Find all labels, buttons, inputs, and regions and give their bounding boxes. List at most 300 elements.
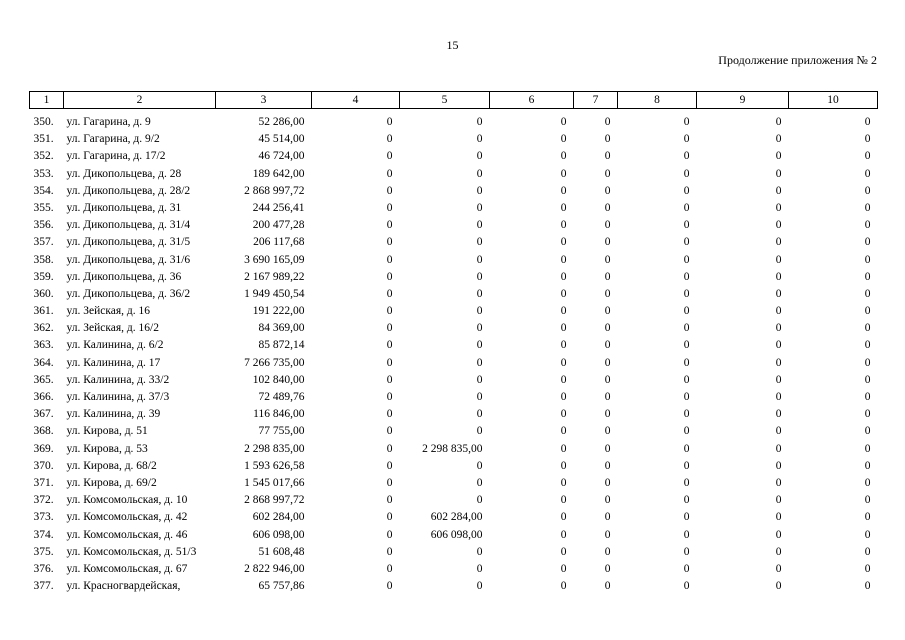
value-cell-col-4: 0 [386, 287, 393, 300]
value-cell-col-5: 0 [476, 253, 483, 266]
table-row [30, 391, 878, 408]
value-cell-col-6: 0 [560, 476, 567, 489]
address-cell: ул. Комсомольская, д. 42 [66, 511, 188, 524]
value-cell-col-7: 0 [604, 305, 611, 318]
value-cell-col-5: 0 [476, 373, 483, 386]
value-cell-col-8: 0 [683, 236, 690, 249]
value-cell-col-4: 0 [386, 476, 393, 489]
value-cell-col-3: 189 642,00 [252, 167, 305, 180]
table-row [30, 133, 878, 150]
address-cell: ул. Дикопольцева, д. 31/4 [66, 219, 191, 232]
value-cell-col-3: 52 286,00 [258, 116, 305, 128]
value-cell-col-7: 0 [604, 150, 611, 163]
address-cell: ул. Красногвардейская, [66, 580, 181, 593]
value-cell-col-10: 0 [864, 287, 871, 300]
value-cell-col-9: 0 [775, 167, 782, 180]
table-row [30, 511, 878, 528]
address-cell: ул. Дикопольцева, д. 31 [66, 201, 182, 214]
value-cell-col-5: 0 [476, 305, 483, 318]
row-number: 366. [33, 391, 54, 403]
value-cell-col-4: 0 [386, 545, 393, 558]
address-cell: ул. Дикопольцева, д. 28/2 [66, 184, 191, 197]
value-cell-col-10: 0 [864, 184, 871, 197]
value-cell-col-8: 0 [683, 305, 690, 318]
address-cell: ул. Комсомольская, д. 46 [66, 528, 188, 541]
value-cell-col-7: 0 [604, 287, 611, 300]
value-cell-col-4: 0 [386, 339, 393, 352]
value-cell-col-6: 0 [560, 219, 567, 232]
row-number: 360. [33, 287, 54, 300]
value-cell-col-7: 0 [604, 459, 611, 472]
value-cell-col-10: 0 [864, 322, 871, 335]
value-cell-col-4: 0 [386, 167, 393, 180]
row-number: 357. [33, 236, 54, 249]
value-cell-col-6: 0 [560, 459, 567, 472]
value-cell-col-10: 0 [864, 528, 871, 541]
value-cell-col-4: 0 [386, 528, 393, 541]
value-cell-col-4: 0 [386, 184, 393, 197]
value-cell-col-7: 0 [604, 167, 611, 180]
value-cell-col-5: 0 [476, 150, 483, 163]
table-body [30, 109, 878, 598]
row-number: 376. [33, 562, 54, 575]
value-cell-col-3: 1 593 626,58 [244, 459, 305, 472]
value-cell-col-7: 0 [604, 356, 611, 369]
value-cell-col-5: 0 [476, 408, 483, 421]
value-cell-col-4: 0 [386, 219, 393, 232]
value-cell-col-3: 2 298 835,00 [244, 442, 305, 455]
row-number: 374. [33, 528, 54, 541]
value-cell-col-8: 0 [683, 150, 690, 163]
value-cell-col-6: 0 [560, 339, 567, 352]
value-cell-col-8: 0 [683, 219, 690, 232]
value-cell-col-6: 0 [560, 545, 567, 558]
value-cell-col-10: 0 [864, 356, 871, 369]
value-cell-col-7: 0 [604, 339, 611, 352]
row-number: 350. [33, 116, 54, 128]
value-cell-col-4: 0 [386, 322, 393, 335]
value-cell-col-3: 45 514,00 [258, 133, 305, 146]
value-cell-col-6: 0 [560, 580, 567, 593]
value-cell-col-9: 0 [775, 408, 782, 421]
address-cell: ул. Калинина, д. 6/2 [66, 339, 164, 352]
value-cell-col-4: 0 [386, 116, 393, 128]
value-cell-col-6: 0 [560, 270, 567, 283]
value-cell-col-8: 0 [683, 408, 690, 421]
value-cell-col-10: 0 [864, 391, 871, 403]
table-row [30, 185, 878, 202]
value-cell-col-4: 0 [386, 270, 393, 283]
value-cell-col-3: 116 846,00 [253, 408, 305, 421]
value-cell-col-5: 0 [476, 236, 483, 249]
value-cell-col-8: 0 [683, 425, 690, 438]
address-cell: ул. Зейская, д. 16 [66, 305, 151, 318]
value-cell-col-3: 1 545 017,66 [244, 476, 305, 489]
address-cell: ул. Дикопольцева, д. 31/6 [66, 253, 191, 266]
value-cell-col-5: 0 [476, 287, 483, 300]
address-cell: ул. Комсомольская, д. 10 [66, 494, 188, 507]
value-cell-col-5: 0 [476, 167, 483, 180]
value-cell-col-10: 0 [864, 580, 871, 593]
value-cell-col-8: 0 [683, 476, 690, 489]
value-cell-col-10: 0 [864, 425, 871, 438]
address-cell: ул. Калинина, д. 17 [66, 356, 161, 369]
value-cell-col-8: 0 [683, 184, 690, 197]
value-cell-col-8: 0 [683, 339, 690, 352]
value-cell-col-7: 0 [604, 201, 611, 214]
value-cell-col-6: 0 [560, 322, 567, 335]
value-cell-col-3: 51 608,48 [258, 545, 305, 558]
table-row [30, 150, 878, 167]
value-cell-col-7: 0 [604, 425, 611, 438]
value-cell-col-3: 3 690 165,09 [244, 253, 305, 266]
value-cell-col-6: 0 [560, 528, 567, 541]
value-cell-col-6: 0 [560, 305, 567, 318]
value-cell-col-10: 0 [864, 545, 871, 558]
value-cell-col-8: 0 [683, 494, 690, 507]
address-cell: ул. Кирова, д. 68/2 [66, 459, 157, 472]
table-row [30, 529, 878, 546]
value-cell-col-3: 200 477,28 [252, 219, 305, 232]
address-cell: ул. Дикопольцева, д. 31/5 [66, 236, 191, 249]
value-cell-col-9: 0 [775, 305, 782, 318]
value-cell-col-10: 0 [864, 253, 871, 266]
page-number: 15 [446, 38, 459, 52]
table-row [30, 236, 878, 253]
value-cell-col-8: 0 [683, 528, 690, 541]
value-cell-col-4: 0 [386, 305, 393, 318]
value-cell-col-5: 0 [476, 459, 483, 472]
value-cell-col-10: 0 [864, 236, 871, 249]
value-cell-col-7: 0 [604, 270, 611, 283]
value-cell-col-9: 0 [775, 270, 782, 283]
value-cell-col-7: 0 [604, 236, 611, 249]
table-row [30, 580, 878, 597]
value-cell-col-7: 0 [604, 391, 611, 403]
table-header [30, 92, 878, 109]
value-cell-col-8: 0 [683, 442, 690, 455]
value-cell-col-4: 0 [386, 562, 393, 575]
col-header-7: 7 [574, 92, 618, 109]
row-number: 352. [33, 150, 54, 163]
value-cell-col-5: 0 [476, 116, 483, 128]
value-cell-col-3: 46 724,00 [258, 150, 305, 163]
value-cell-col-3: 2 868 997,72 [244, 184, 305, 197]
value-cell-col-8: 0 [683, 391, 690, 403]
value-cell-col-10: 0 [864, 373, 871, 386]
value-cell-col-7: 0 [604, 442, 611, 455]
value-cell-col-4: 0 [386, 236, 393, 249]
value-cell-col-9: 0 [775, 425, 782, 438]
table-row [30, 288, 878, 305]
value-cell-col-9: 0 [775, 442, 782, 455]
value-cell-col-6: 0 [560, 425, 567, 438]
col-header-6: 6 [490, 92, 574, 109]
value-cell-col-9: 0 [775, 545, 782, 558]
table-row [30, 494, 878, 511]
value-cell-col-5: 0 [476, 545, 483, 558]
value-cell-col-9: 0 [775, 219, 782, 232]
table-row [30, 305, 878, 322]
row-number: 355. [33, 201, 54, 214]
table-row [30, 254, 878, 271]
value-cell-col-8: 0 [683, 373, 690, 386]
value-cell-col-5: 0 [476, 219, 483, 232]
value-cell-col-7: 0 [604, 528, 611, 541]
value-cell-col-8: 0 [683, 562, 690, 575]
col-header-4: 4 [312, 92, 400, 109]
address-cell: ул. Комсомольская, д. 67 [66, 562, 188, 575]
value-cell-col-10: 0 [864, 167, 871, 180]
table-row [30, 546, 878, 563]
value-cell-col-3: 65 757,86 [258, 580, 305, 593]
value-cell-col-9: 0 [775, 339, 782, 352]
col-header-10: 10 [789, 92, 878, 109]
value-cell-col-4: 0 [386, 425, 393, 438]
table-row [30, 202, 878, 219]
value-cell-col-5: 602 284,00 [430, 511, 483, 524]
value-cell-col-6: 0 [560, 391, 567, 403]
value-cell-col-9: 0 [775, 356, 782, 369]
value-cell-col-9: 0 [775, 253, 782, 266]
value-cell-col-4: 0 [386, 391, 393, 403]
table-row [30, 408, 878, 425]
row-number: 375. [33, 545, 54, 558]
value-cell-col-4: 0 [386, 356, 393, 369]
row-number: 361. [33, 305, 54, 318]
col-header-1: 1 [30, 92, 64, 109]
value-cell-col-5: 0 [476, 476, 483, 489]
value-cell-col-9: 0 [775, 133, 782, 146]
value-cell-col-10: 0 [864, 442, 871, 455]
value-cell-col-9: 0 [775, 236, 782, 249]
header-row [30, 92, 878, 109]
value-cell-col-8: 0 [683, 287, 690, 300]
value-cell-col-3: 191 222,00 [252, 305, 305, 318]
value-cell-col-10: 0 [864, 476, 871, 489]
value-cell-col-7: 0 [604, 184, 611, 197]
table-row [30, 109, 878, 134]
value-cell-col-8: 0 [683, 580, 690, 593]
col-header-2: 2 [64, 92, 216, 109]
value-cell-col-9: 0 [775, 580, 782, 593]
value-cell-col-4: 0 [386, 133, 393, 146]
address-cell: ул. Кирова, д. 51 [66, 425, 148, 438]
row-number: 371. [33, 476, 54, 489]
value-cell-col-10: 0 [864, 305, 871, 318]
value-cell-col-4: 0 [386, 150, 393, 163]
value-cell-col-6: 0 [560, 356, 567, 369]
value-cell-col-7: 0 [604, 408, 611, 421]
value-cell-col-7: 0 [604, 219, 611, 232]
value-cell-col-5: 0 [476, 184, 483, 197]
value-cell-col-5: 0 [476, 133, 483, 146]
value-cell-col-8: 0 [683, 253, 690, 266]
value-cell-col-8: 0 [683, 511, 690, 524]
col-header-5: 5 [400, 92, 490, 109]
value-cell-col-3: 1 949 450,54 [244, 287, 305, 300]
value-cell-col-9: 0 [775, 459, 782, 472]
value-cell-col-9: 0 [775, 184, 782, 197]
value-cell-col-10: 0 [864, 339, 871, 352]
value-cell-col-4: 0 [386, 408, 393, 421]
value-cell-col-3: 206 117,68 [253, 236, 305, 249]
value-cell-col-7: 0 [604, 476, 611, 489]
address-cell: ул. Комсомольская, д. 51/3 [66, 545, 197, 558]
address-cell: ул. Калинина, д. 33/2 [66, 373, 170, 386]
value-cell-col-7: 0 [604, 253, 611, 266]
value-cell-col-9: 0 [775, 322, 782, 335]
value-cell-col-3: 2 822 946,00 [244, 562, 305, 575]
address-cell: ул. Дикопольцева, д. 36/2 [66, 287, 191, 300]
address-cell: ул. Дикопольцева, д. 28 [66, 167, 182, 180]
address-cell: ул. Калинина, д. 37/3 [66, 391, 170, 403]
value-cell-col-5: 0 [476, 356, 483, 369]
value-cell-col-6: 0 [560, 373, 567, 386]
value-cell-col-6: 0 [560, 236, 567, 249]
value-cell-col-10: 0 [864, 408, 871, 421]
address-cell: ул. Зейская, д. 16/2 [66, 322, 159, 335]
value-cell-col-9: 0 [775, 201, 782, 214]
row-number: 368. [33, 425, 54, 438]
value-cell-col-5: 0 [476, 322, 483, 335]
value-cell-col-6: 0 [560, 116, 567, 128]
value-cell-col-8: 0 [683, 116, 690, 128]
value-cell-col-10: 0 [864, 116, 871, 128]
table-row [30, 168, 878, 185]
value-cell-col-5: 0 [476, 562, 483, 575]
value-cell-col-6: 0 [560, 150, 567, 163]
table-row [30, 357, 878, 374]
value-cell-col-8: 0 [683, 356, 690, 369]
address-cell: ул. Гагарина, д. 9/2 [66, 133, 160, 146]
value-cell-col-3: 84 369,00 [258, 322, 305, 335]
value-cell-col-4: 0 [386, 442, 393, 455]
row-number: 372. [33, 494, 54, 507]
row-number: 369. [33, 442, 54, 455]
row-number: 353. [33, 167, 54, 180]
value-cell-col-6: 0 [560, 253, 567, 266]
value-cell-col-9: 0 [775, 391, 782, 403]
value-cell-col-5: 0 [476, 270, 483, 283]
value-cell-col-5: 0 [476, 339, 483, 352]
value-cell-col-6: 0 [560, 184, 567, 197]
value-cell-col-6: 0 [560, 511, 567, 524]
value-cell-col-7: 0 [604, 116, 611, 128]
value-cell-col-9: 0 [775, 511, 782, 524]
value-cell-col-9: 0 [775, 150, 782, 163]
value-cell-col-8: 0 [683, 270, 690, 283]
value-cell-col-6: 0 [560, 287, 567, 300]
value-cell-col-4: 0 [386, 253, 393, 266]
value-cell-col-10: 0 [864, 150, 871, 163]
value-cell-col-5: 0 [476, 580, 483, 593]
value-cell-col-9: 0 [775, 373, 782, 386]
row-number: 370. [33, 459, 54, 472]
row-number: 358. [33, 253, 54, 266]
value-cell-col-9: 0 [775, 476, 782, 489]
value-cell-col-7: 0 [604, 494, 611, 507]
row-number: 359. [33, 270, 54, 283]
value-cell-col-4: 0 [386, 201, 393, 214]
value-cell-col-7: 0 [604, 545, 611, 558]
value-cell-col-8: 0 [683, 201, 690, 214]
value-cell-col-3: 244 256,41 [252, 201, 305, 214]
table-row [30, 477, 878, 494]
value-cell-col-4: 0 [386, 373, 393, 386]
value-cell-col-9: 0 [775, 494, 782, 507]
value-cell-col-3: 7 266 735,00 [244, 356, 305, 369]
address-cell: ул. Кирова, д. 53 [66, 442, 148, 455]
row-number: 367. [33, 408, 54, 421]
table-row [30, 339, 878, 356]
row-number: 354. [33, 184, 54, 197]
table-row [30, 322, 878, 339]
value-cell-col-5: 0 [476, 201, 483, 214]
appendix-title: Продолжение приложения № 2 [718, 53, 877, 67]
row-number: 365. [33, 373, 54, 386]
value-cell-col-7: 0 [604, 511, 611, 524]
value-cell-col-10: 0 [864, 562, 871, 575]
value-cell-col-5: 606 098,00 [430, 528, 483, 541]
value-cell-col-8: 0 [683, 167, 690, 180]
row-number: 377. [33, 580, 54, 593]
data-table [29, 91, 878, 597]
value-cell-col-4: 0 [386, 511, 393, 524]
value-cell-col-10: 0 [864, 219, 871, 232]
value-cell-col-6: 0 [560, 442, 567, 455]
value-cell-col-5: 2 298 835,00 [422, 442, 483, 455]
value-cell-col-3: 77 755,00 [258, 425, 305, 438]
value-cell-col-4: 0 [386, 580, 393, 593]
value-cell-col-6: 0 [560, 494, 567, 507]
value-cell-col-8: 0 [683, 322, 690, 335]
table-row [30, 460, 878, 477]
col-header-3: 3 [216, 92, 312, 109]
value-cell-col-10: 0 [864, 133, 871, 146]
table-row [30, 374, 878, 391]
value-cell-col-10: 0 [864, 494, 871, 507]
value-cell-col-3: 602 284,00 [252, 511, 305, 524]
col-header-9: 9 [697, 92, 789, 109]
row-number: 362. [33, 322, 54, 335]
value-cell-col-6: 0 [560, 201, 567, 214]
value-cell-col-7: 0 [604, 562, 611, 575]
value-cell-col-9: 0 [775, 287, 782, 300]
row-number: 373. [33, 511, 54, 524]
value-cell-col-3: 2 868 997,72 [244, 494, 305, 507]
value-cell-col-5: 0 [476, 425, 483, 438]
value-cell-col-8: 0 [683, 459, 690, 472]
address-cell: ул. Гагарина, д. 17/2 [66, 150, 166, 163]
row-number: 356. [33, 219, 54, 232]
value-cell-col-6: 0 [560, 167, 567, 180]
address-cell: ул. Калинина, д. 39 [66, 408, 161, 421]
value-cell-col-7: 0 [604, 133, 611, 146]
value-cell-col-4: 0 [386, 459, 393, 472]
row-number: 364. [33, 356, 54, 369]
value-cell-col-9: 0 [775, 528, 782, 541]
value-cell-col-7: 0 [604, 322, 611, 335]
value-cell-col-5: 0 [476, 391, 483, 403]
value-cell-col-5: 0 [476, 494, 483, 507]
address-cell: ул. Кирова, д. 69/2 [66, 476, 157, 489]
value-cell-col-3: 85 872,14 [258, 339, 305, 352]
value-cell-col-10: 0 [864, 511, 871, 524]
table-row [30, 443, 878, 460]
value-cell-col-10: 0 [864, 270, 871, 283]
table-row [30, 563, 878, 580]
